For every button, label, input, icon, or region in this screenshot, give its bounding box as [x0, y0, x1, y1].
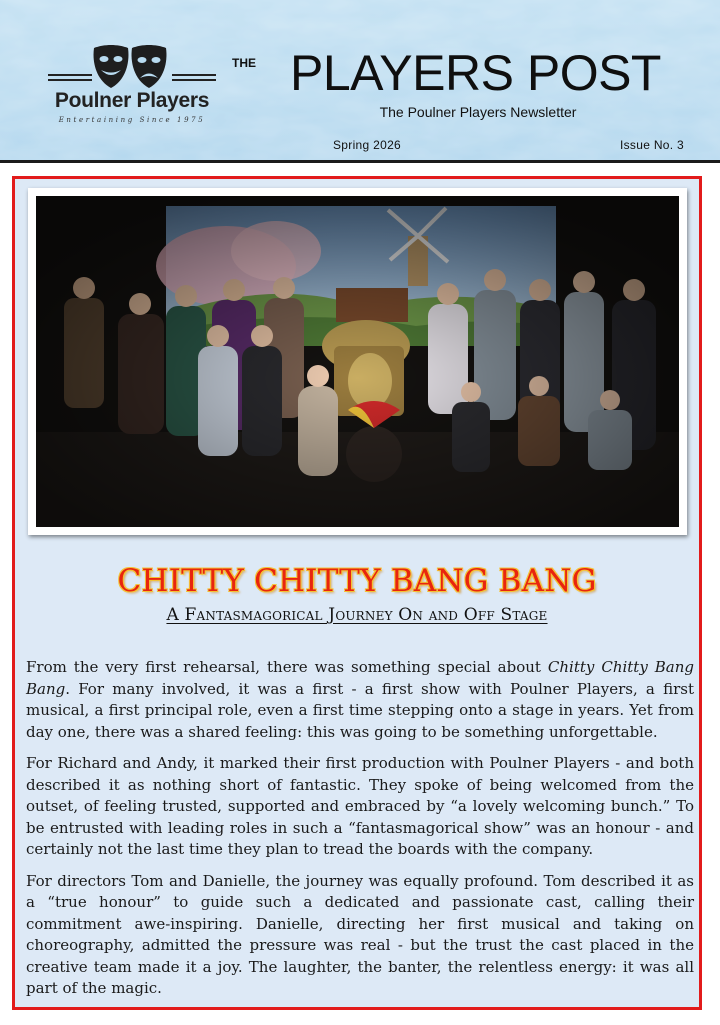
logo-rule-right	[172, 79, 216, 81]
paragraph-1-intro: From the very first rehearsal, there was something special about	[26, 658, 548, 676]
header-divider	[0, 160, 720, 163]
article-paragraph-2: For Richard and Andy, it marked their first production with Poulner Players - and both described it as nothing short of fantastic. They spoke of being welcomed from the outset, of feeling trusted, supported and embraced by “a lovely welcoming bunch.” To be entrusted with leading roles in such a “fantasmagorical show” was an honour - and certainly not the last time they plan to tread the boards with the company.	[26, 754, 694, 858]
article-headline: CHITTY CHITTY BANG BANG	[117, 563, 597, 599]
paragraph-1-rest: . For many involved, it was a first - a first show with Poulner Players, a first musical, a first principal role, even a first time stepping onto a stage in years. Yet from day one, there was a shared feeling: this was going to be something unforgettable.	[26, 679, 694, 741]
article-paragraph-3: For directors Tom and Danielle, the journey was equally profound. Tom described it as a “true honour” to guide such a dedicated and passionate cast, calling their commitment awe-inspiring. Danielle, directing her first musical and taking on choreography, admitted the pressure was real - but the trust the cast placed in the creative team made it a joy. The laughter, the banter, the relentless energy: it was all part of the magic.	[26, 871, 694, 997]
article-paragraph-1	[26, 657, 694, 743]
logo-rule-right	[172, 74, 216, 76]
newsletter-subtitle: The Poulner Players Newsletter	[379, 104, 577, 120]
theatre-masks-icon	[90, 44, 170, 90]
logo-name: Poulner Players	[54, 89, 210, 112]
cast-group-photo	[36, 196, 679, 527]
article-body	[26, 657, 694, 1010]
newsletter-header	[0, 0, 720, 160]
newsletter-title: PLAYERS POST	[290, 45, 661, 101]
issue-season: Spring 2026	[333, 138, 402, 152]
logo-rule-left	[48, 79, 92, 81]
article-subheadline: A Fantasmagorical Journey On and Off Stage	[166, 605, 548, 625]
cast-photo-illustration	[36, 196, 679, 527]
show-title-emphasis: Chitty Chitty Bang Bang	[26, 658, 694, 698]
club-logo	[44, 44, 220, 134]
logo-rule-left	[48, 74, 92, 76]
issue-number: Issue No. 3	[620, 138, 684, 152]
logo-tagline: Entertaining Since 1975	[58, 116, 206, 124]
the-label: THE	[232, 56, 256, 70]
article-frame	[12, 176, 702, 1010]
photo-card	[28, 188, 687, 535]
